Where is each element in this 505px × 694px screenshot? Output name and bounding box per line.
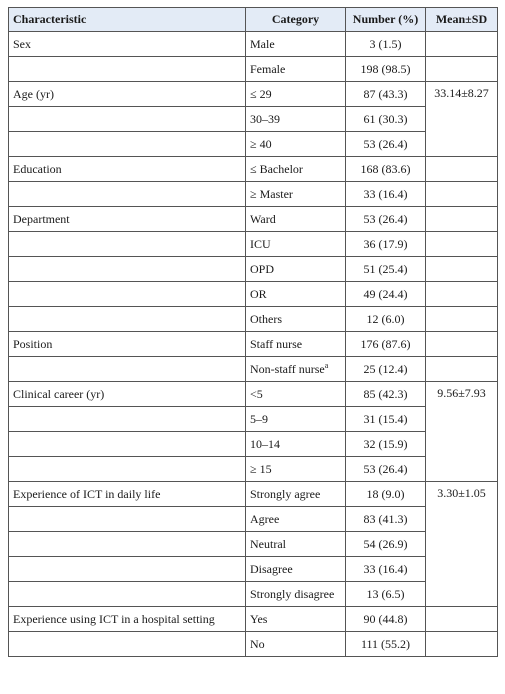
cell-characteristic (9, 307, 246, 332)
cell-number: 36 (17.9) (346, 232, 426, 257)
cell-category (246, 57, 346, 82)
cell-category (246, 582, 346, 607)
cell-characteristic (9, 107, 246, 132)
category-text: 30–39 (250, 111, 280, 126)
category-text: Non-staff nurse (250, 361, 325, 376)
cell-characteristic (9, 557, 246, 582)
category-text: Female (250, 61, 286, 76)
cell-number: 53 (26.4) (346, 132, 426, 157)
footnote-marker: a (324, 360, 329, 370)
cell-category (246, 407, 346, 432)
cell-category (246, 482, 346, 507)
category-text: ≥ 40 (250, 136, 272, 151)
cell-number: 51 (25.4) (346, 257, 426, 282)
cell-characteristic (9, 132, 246, 157)
category-text: Ward (250, 211, 276, 226)
header-mean: Mean±SD (426, 8, 498, 32)
cell-category (246, 457, 346, 482)
cell-characteristic: Department (9, 207, 246, 232)
cell-mean (426, 632, 498, 657)
table-row (9, 282, 498, 307)
cell-number: 53 (26.4) (346, 457, 426, 482)
cell-category (246, 257, 346, 282)
cell-number: 13 (6.5) (346, 582, 426, 607)
table-row (9, 307, 498, 332)
cell-number: 33 (16.4) (346, 182, 426, 207)
cell-category (246, 82, 346, 107)
cell-mean (426, 282, 498, 307)
cell-characteristic (9, 257, 246, 282)
table-row (9, 532, 498, 557)
cell-category (246, 607, 346, 632)
table-row (9, 182, 498, 207)
category-text: Yes (250, 611, 268, 626)
cell-number: 168 (83.6) (346, 157, 426, 182)
table-row (9, 607, 498, 632)
table-row (9, 582, 498, 607)
category-text: OR (250, 286, 267, 301)
cell-category (246, 132, 346, 157)
cell-category (246, 432, 346, 457)
cell-characteristic: Experience of ICT in daily life (9, 482, 246, 507)
characteristics-table (8, 7, 498, 657)
category-text: ≤ Bachelor (250, 161, 303, 176)
cell-category (246, 332, 346, 357)
cell-characteristic: Position (9, 332, 246, 357)
table-row (9, 382, 498, 407)
cell-characteristic (9, 232, 246, 257)
cell-mean (426, 207, 498, 232)
cell-characteristic (9, 532, 246, 557)
cell-mean: 3.30±1.05 (426, 482, 498, 607)
cell-category (246, 207, 346, 232)
cell-category (246, 232, 346, 257)
table-row (9, 507, 498, 532)
cell-characteristic: Sex (9, 32, 246, 57)
table-row (9, 407, 498, 432)
cell-number: 90 (44.8) (346, 607, 426, 632)
cell-characteristic: Clinical career (yr) (9, 382, 246, 407)
header-number: Number (%) (346, 8, 426, 32)
cell-number: 3 (1.5) (346, 32, 426, 57)
cell-mean (426, 157, 498, 182)
cell-number: 49 (24.4) (346, 282, 426, 307)
cell-characteristic (9, 282, 246, 307)
cell-number: 31 (15.4) (346, 407, 426, 432)
category-text: ≥ Master (250, 186, 293, 201)
cell-category (246, 307, 346, 332)
category-text: Agree (250, 511, 280, 526)
category-text: Strongly agree (250, 486, 321, 501)
category-text: Male (250, 36, 275, 51)
cell-mean (426, 257, 498, 282)
cell-category (246, 282, 346, 307)
category-text: ≤ 29 (250, 86, 272, 101)
cell-number: 198 (98.5) (346, 57, 426, 82)
cell-number: 85 (42.3) (346, 382, 426, 407)
cell-mean (426, 32, 498, 57)
cell-mean: 9.56±7.93 (426, 382, 498, 482)
cell-number: 61 (30.3) (346, 107, 426, 132)
table-row (9, 482, 498, 507)
header-characteristic: Characteristic (9, 8, 246, 32)
table-row (9, 232, 498, 257)
table-body (9, 32, 498, 657)
cell-mean (426, 607, 498, 632)
table-row (9, 457, 498, 482)
cell-category (246, 382, 346, 407)
table-row (9, 632, 498, 657)
category-text: No (250, 636, 265, 651)
cell-category (246, 107, 346, 132)
cell-number: 53 (26.4) (346, 207, 426, 232)
cell-number: 111 (55.2) (346, 632, 426, 657)
cell-mean (426, 182, 498, 207)
cell-category (246, 182, 346, 207)
category-text: Staff nurse (250, 336, 303, 351)
table-row (9, 357, 498, 382)
cell-category (246, 357, 346, 382)
category-text: <5 (250, 386, 263, 401)
category-text: Neutral (250, 536, 286, 551)
cell-characteristic (9, 582, 246, 607)
table-row (9, 332, 498, 357)
cell-mean (426, 332, 498, 357)
cell-category (246, 632, 346, 657)
table-row (9, 432, 498, 457)
cell-category (246, 507, 346, 532)
cell-number: 12 (6.0) (346, 307, 426, 332)
category-text: Disagree (250, 561, 293, 576)
table-row (9, 132, 498, 157)
cell-mean (426, 57, 498, 82)
cell-number: 25 (12.4) (346, 357, 426, 382)
cell-mean (426, 307, 498, 332)
table-row (9, 32, 498, 57)
table-row (9, 107, 498, 132)
table-row (9, 157, 498, 182)
cell-mean (426, 357, 498, 382)
cell-characteristic: Experience using ICT in a hospital setting (9, 607, 246, 632)
cell-number: 83 (41.3) (346, 507, 426, 532)
cell-characteristic (9, 357, 246, 382)
cell-number: 176 (87.6) (346, 332, 426, 357)
table-row (9, 257, 498, 282)
category-text: ICU (250, 236, 271, 251)
cell-characteristic (9, 407, 246, 432)
category-text: 5–9 (250, 411, 268, 426)
cell-characteristic (9, 632, 246, 657)
cell-mean (426, 232, 498, 257)
cell-characteristic (9, 457, 246, 482)
cell-mean: 33.14±8.27 (426, 82, 498, 157)
table-row (9, 82, 498, 107)
cell-number: 87 (43.3) (346, 82, 426, 107)
cell-number: 33 (16.4) (346, 557, 426, 582)
category-text: Strongly disagree (250, 586, 335, 601)
category-text: 10–14 (250, 436, 280, 451)
cell-characteristic (9, 182, 246, 207)
cell-characteristic (9, 507, 246, 532)
category-text: Others (250, 311, 282, 326)
cell-characteristic (9, 57, 246, 82)
table-row (9, 207, 498, 232)
cell-characteristic: Education (9, 157, 246, 182)
cell-characteristic: Age (yr) (9, 82, 246, 107)
table-row (9, 57, 498, 82)
cell-category (246, 532, 346, 557)
category-text: ≥ 15 (250, 461, 272, 476)
cell-category (246, 32, 346, 57)
cell-characteristic (9, 432, 246, 457)
header-row (9, 8, 498, 32)
header-category: Category (246, 8, 346, 32)
cell-number: 18 (9.0) (346, 482, 426, 507)
table-row (9, 557, 498, 582)
cell-category (246, 157, 346, 182)
cell-category (246, 557, 346, 582)
category-text: OPD (250, 261, 275, 276)
cell-number: 54 (26.9) (346, 532, 426, 557)
cell-number: 32 (15.9) (346, 432, 426, 457)
